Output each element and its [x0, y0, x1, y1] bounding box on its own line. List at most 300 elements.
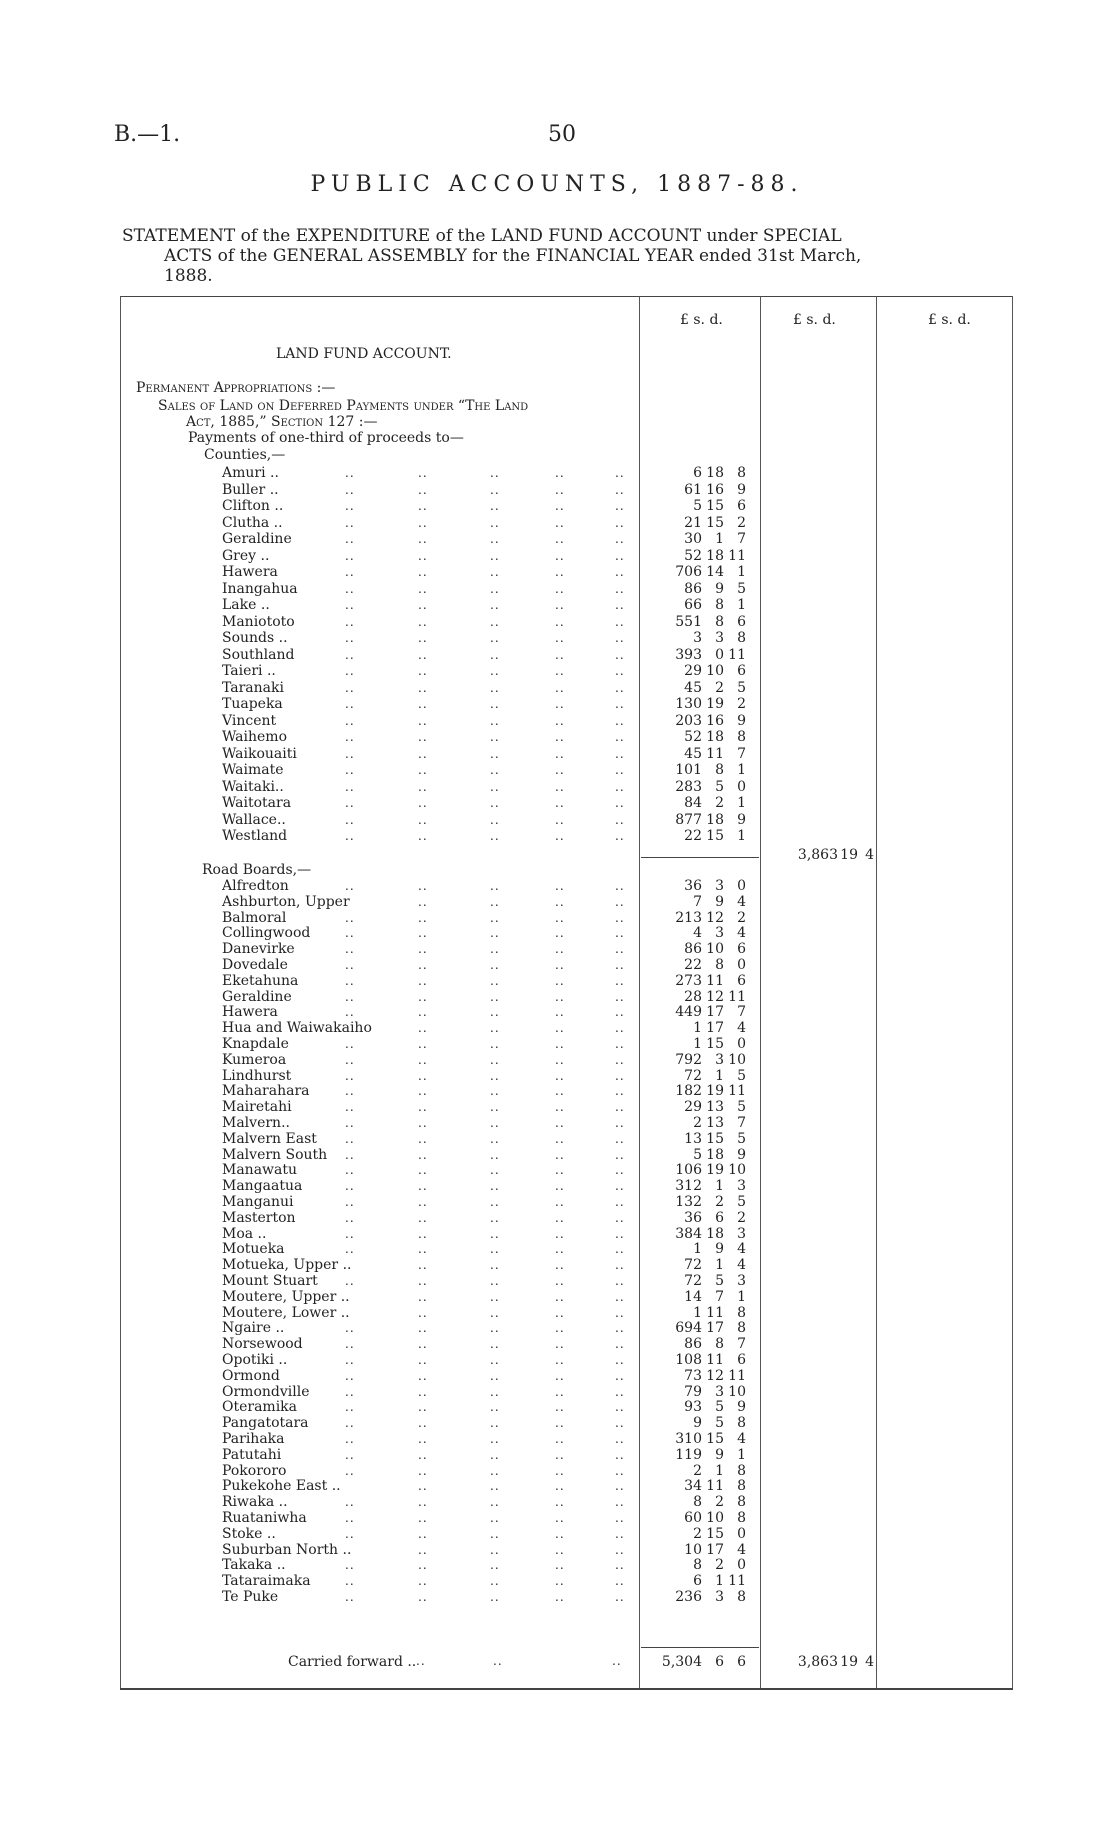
amount-pounds: 28	[684, 988, 702, 1005]
leader-dots: ..	[418, 1558, 428, 1573]
amount-shillings: 2	[715, 1194, 724, 1210]
leader-dots: ..	[345, 1558, 355, 1573]
leader-dots: ..	[490, 779, 500, 794]
leader-dots: ..	[418, 1005, 428, 1020]
leader-dots: ..	[555, 1005, 565, 1020]
leader-dots: ..	[615, 466, 625, 480]
amount-pence: 6	[737, 1352, 746, 1368]
amount-pounds: 45	[684, 679, 702, 696]
leader-dots: ..	[555, 548, 565, 563]
leader-dots: ..	[555, 1432, 565, 1446]
leader-dots: ..	[490, 614, 500, 629]
amount-pence: 6	[737, 498, 746, 514]
amount-pence: 8	[737, 465, 746, 481]
leader-dots: ..	[418, 499, 428, 513]
amount-pence: 8	[737, 630, 746, 646]
amount-pounds: 10	[684, 1541, 702, 1558]
leader-dots: ..	[416, 1654, 426, 1668]
leader-dots: ..	[490, 1432, 500, 1446]
row-name: Inangahua	[222, 580, 298, 597]
leader-dots: ..	[490, 1005, 500, 1020]
row-name: Masterton	[222, 1209, 296, 1226]
amount-pounds: 213	[675, 909, 702, 926]
leader-dots: ..	[345, 1590, 355, 1604]
leader-dots: ..	[555, 1511, 565, 1525]
amount-shillings: 8	[715, 1336, 724, 1353]
amount-pence: 7	[737, 531, 746, 547]
leader-dots: ..	[490, 1163, 500, 1178]
row-name: Waihemo	[222, 729, 288, 745]
leader-dots: ..	[345, 598, 355, 612]
amount-shillings: 2	[715, 1494, 724, 1511]
amount-pounds: 86	[684, 941, 702, 958]
row-name: Grey ..	[222, 547, 270, 564]
leader-dots: ..	[345, 1210, 355, 1225]
leader-dots: ..	[345, 1195, 355, 1209]
amount-pounds: 449	[675, 1004, 702, 1021]
leader-dots: ..	[418, 1590, 428, 1604]
amount-pence: 4	[737, 1241, 746, 1258]
leader-dots: ..	[615, 1495, 625, 1510]
leader-dots: ..	[615, 1368, 625, 1383]
subtotal-rule	[641, 857, 759, 858]
leader-dots: ..	[615, 581, 625, 596]
leader-dots: ..	[615, 614, 625, 629]
leader-dots: ..	[418, 1542, 428, 1557]
subtotal-rule	[641, 1647, 759, 1648]
leader-dots: ..	[615, 796, 625, 810]
amount-shillings: 9	[715, 580, 724, 597]
leader-dots: ..	[555, 1526, 565, 1541]
leader-dots: ..	[490, 926, 500, 941]
amount-pounds: 1	[693, 1020, 702, 1037]
amount-pounds: 119	[675, 1446, 702, 1463]
amount-pence: 9	[737, 481, 746, 498]
leader-dots: ..	[418, 1274, 428, 1288]
amount-shillings: 19	[706, 696, 724, 712]
leader-dots: ..	[345, 581, 355, 596]
leader-dots: ..	[555, 614, 565, 629]
leader-dots: ..	[345, 796, 355, 810]
amount-pence: 0	[737, 1557, 746, 1574]
amount-shillings: 18	[706, 465, 724, 481]
amount-pounds: 9	[693, 1415, 702, 1432]
amount-pounds: 130	[675, 696, 702, 712]
leader-dots: ..	[418, 989, 428, 1004]
amount-pounds: 5	[693, 498, 702, 514]
amount-shillings: 3	[715, 878, 724, 894]
leader-dots: ..	[555, 973, 565, 988]
amount-shillings: 8	[715, 613, 724, 630]
column-header-1: £ s. d.	[680, 312, 723, 328]
leader-dots: ..	[345, 1242, 355, 1257]
column-divider	[1012, 296, 1013, 1688]
leader-dots: ..	[418, 1100, 428, 1115]
table-top-rule	[120, 296, 1013, 297]
amount-shillings: 19	[706, 1083, 724, 1100]
row-name: Waitotara	[222, 795, 292, 811]
leader-dots: ..	[490, 680, 500, 695]
amount-pence: 5	[737, 580, 746, 597]
leader-dots: ..	[615, 631, 625, 645]
amount-pounds: 36	[684, 878, 702, 894]
leader-dots: ..	[615, 1021, 625, 1036]
amount-pence: 11	[728, 1573, 746, 1590]
leader-dots: ..	[612, 1654, 622, 1668]
amount-pence: 1	[737, 1446, 746, 1463]
amount-shillings: 3	[715, 925, 724, 942]
amount-shillings: 16	[706, 481, 724, 498]
amount-shillings: 12	[706, 1367, 724, 1384]
amount-pounds: 312	[675, 1178, 702, 1195]
amount-shillings: 18	[706, 1146, 724, 1163]
leader-dots: ..	[615, 647, 625, 662]
row-name: Dovedale	[222, 957, 288, 973]
amount-pence: 6	[737, 941, 746, 958]
leader-dots: ..	[615, 1463, 625, 1478]
leader-dots: ..	[490, 1447, 500, 1462]
leader-dots: ..	[345, 1574, 355, 1589]
leader-dots: ..	[555, 989, 565, 1004]
leader-dots: ..	[615, 1526, 625, 1541]
row-name: Manawatu	[222, 1162, 298, 1179]
amount-pounds: 1	[693, 1304, 702, 1321]
leader-dots: ..	[555, 1495, 565, 1510]
leader-dots: ..	[555, 1337, 565, 1352]
carried-forward-col1-shillings: 6	[715, 1654, 724, 1670]
leader-dots: ..	[555, 1163, 565, 1178]
amount-shillings: 6	[715, 1209, 724, 1226]
amount-shillings: 12	[706, 988, 724, 1005]
leader-dots: ..	[418, 1084, 428, 1099]
leader-dots: ..	[555, 1274, 565, 1288]
amount-pence: 8	[737, 1304, 746, 1321]
leader-dots: ..	[418, 1574, 428, 1589]
leader-dots: ..	[490, 647, 500, 662]
leader-dots: ..	[490, 664, 500, 678]
amount-pence: 8	[737, 1510, 746, 1526]
leader-dots: ..	[555, 958, 565, 972]
amount-pence: 9	[737, 712, 746, 729]
amount-shillings: 17	[706, 1004, 724, 1021]
leader-dots: ..	[615, 1195, 625, 1209]
leader-dots: ..	[345, 515, 355, 530]
carried-forward-col1-pounds: 5,304	[661, 1654, 702, 1670]
amount-pounds: 60	[684, 1510, 702, 1526]
leader-dots: ..	[345, 1163, 355, 1178]
row-name: Collingwood	[222, 925, 311, 942]
leader-dots: ..	[555, 730, 565, 744]
leader-dots: ..	[418, 1258, 428, 1273]
sales-label: Sales of Land on Deferred Payments under “The Land	[158, 398, 529, 414]
amount-pounds: 6	[693, 465, 702, 481]
leader-dots: ..	[490, 989, 500, 1004]
amount-pence: 11	[728, 1367, 746, 1384]
amount-shillings: 2	[715, 1557, 724, 1574]
amount-pence: 8	[737, 1462, 746, 1479]
leader-dots: ..	[345, 482, 355, 497]
leader-dots: ..	[555, 926, 565, 941]
leader-dots: ..	[555, 829, 565, 843]
amount-pence: 7	[737, 1115, 746, 1131]
amount-pence: 1	[737, 828, 746, 844]
leader-dots: ..	[555, 1068, 565, 1083]
leader-dots: ..	[418, 614, 428, 629]
leader-dots: ..	[490, 1321, 500, 1336]
row-name: Malvern..	[222, 1115, 290, 1131]
amount-shillings: 0	[715, 646, 724, 663]
amount-pence: 4	[737, 1431, 746, 1447]
leader-dots: ..	[615, 499, 625, 513]
row-name: Ormond	[222, 1367, 280, 1384]
leader-dots: ..	[555, 466, 565, 480]
leader-dots: ..	[615, 1242, 625, 1257]
leader-dots: ..	[418, 1226, 428, 1241]
row-name: Tataraimaka	[222, 1573, 311, 1590]
amount-pence: 10	[728, 1051, 746, 1068]
row-name: Moutere, Upper ..	[222, 1288, 350, 1305]
amount-shillings: 15	[706, 498, 724, 514]
leader-dots: ..	[418, 812, 428, 827]
amount-shillings: 11	[706, 1304, 724, 1321]
row-name: Lake ..	[222, 597, 270, 613]
leader-dots: ..	[490, 598, 500, 612]
leader-dots: ..	[345, 1116, 355, 1130]
leader-dots: ..	[490, 697, 500, 711]
leader-dots: ..	[418, 1353, 428, 1367]
leader-dots: ..	[490, 973, 500, 988]
row-name: Te Puke	[222, 1589, 279, 1605]
leader-dots: ..	[345, 697, 355, 711]
amount-shillings: 15	[706, 828, 724, 844]
leader-dots: ..	[615, 973, 625, 988]
amount-pounds: 5	[693, 1146, 702, 1163]
amount-shillings: 1	[715, 1573, 724, 1590]
amount-pence: 6	[737, 663, 746, 679]
leader-dots: ..	[345, 1068, 355, 1083]
amount-shillings: 5	[715, 1415, 724, 1432]
amount-pence: 0	[737, 878, 746, 894]
amount-shillings: 1	[715, 531, 724, 547]
row-name: Ashburton, Upper	[222, 893, 350, 910]
row-name: Wallace..	[222, 811, 286, 828]
amount-pounds: 7	[693, 893, 702, 910]
leader-dots: ..	[555, 1210, 565, 1225]
amount-shillings: 15	[706, 1525, 724, 1542]
leader-dots: ..	[555, 1242, 565, 1257]
row-name: Takaka ..	[222, 1557, 286, 1574]
amount-pounds: 21	[684, 514, 702, 531]
amount-pence: 0	[737, 957, 746, 973]
row-name: Moa ..	[222, 1225, 267, 1242]
leader-dots: ..	[418, 548, 428, 563]
amount-pence: 8	[737, 1494, 746, 1511]
amount-shillings: 3	[715, 1589, 724, 1605]
leader-dots: ..	[345, 879, 355, 893]
row-name: Hawera	[222, 1004, 278, 1021]
leader-dots: ..	[418, 466, 428, 480]
leader-dots: ..	[490, 1384, 500, 1399]
leader-dots: ..	[555, 1131, 565, 1146]
leader-dots: ..	[555, 647, 565, 662]
amount-pounds: 8	[693, 1557, 702, 1574]
leader-dots: ..	[345, 1526, 355, 1541]
leader-dots: ..	[418, 796, 428, 810]
document-reference: B.—1.	[114, 122, 181, 147]
leader-dots: ..	[345, 1179, 355, 1194]
leader-dots: ..	[490, 1037, 500, 1051]
amount-shillings: 11	[706, 745, 724, 762]
leader-dots: ..	[490, 1147, 500, 1162]
row-name: Waikouaiti	[222, 745, 297, 762]
leader-dots: ..	[555, 779, 565, 794]
row-name: Moutere, Lower ..	[222, 1304, 350, 1321]
leader-dots: ..	[418, 1495, 428, 1510]
row-name: Amuri ..	[222, 465, 279, 481]
leader-dots: ..	[555, 796, 565, 810]
row-name: Malvern East	[222, 1130, 317, 1147]
leader-dots: ..	[555, 1147, 565, 1162]
leader-dots: ..	[418, 1052, 428, 1067]
amount-pounds: 6	[693, 1573, 702, 1590]
page-title: PUBLIC ACCOUNTS, 1887-88.	[310, 172, 804, 197]
row-name: Suburban North ..	[222, 1541, 352, 1558]
amount-pence: 11	[728, 1083, 746, 1100]
leader-dots: ..	[493, 1654, 503, 1668]
counties-label: Counties,—	[204, 447, 286, 463]
leader-dots: ..	[345, 1274, 355, 1288]
leader-dots: ..	[490, 1289, 500, 1304]
leader-dots: ..	[418, 713, 428, 728]
leader-dots: ..	[418, 942, 428, 957]
amount-shillings: 10	[706, 941, 724, 958]
leader-dots: ..	[615, 879, 625, 893]
row-name: Taranaki	[222, 679, 284, 696]
leader-dots: ..	[345, 926, 355, 941]
leader-dots: ..	[490, 1116, 500, 1130]
row-name: Maniototo	[222, 613, 295, 630]
leader-dots: ..	[555, 680, 565, 695]
amount-shillings: 18	[706, 1225, 724, 1242]
leader-dots: ..	[615, 1384, 625, 1399]
leader-dots: ..	[418, 1163, 428, 1178]
amount-shillings: 8	[715, 762, 724, 778]
leader-dots: ..	[490, 1416, 500, 1431]
amount-pounds: 4	[693, 925, 702, 942]
amount-pence: 4	[737, 1020, 746, 1037]
leader-dots: ..	[490, 515, 500, 530]
leader-dots: ..	[345, 1226, 355, 1241]
row-name: Danevirke	[222, 941, 295, 958]
row-name: Parihaka	[222, 1431, 285, 1447]
leader-dots: ..	[555, 763, 565, 777]
amount-shillings: 11	[706, 1478, 724, 1495]
leader-dots: ..	[345, 1384, 355, 1399]
leader-dots: ..	[490, 713, 500, 728]
row-name: Knapdale	[222, 1036, 289, 1052]
amount-pounds: 14	[684, 1288, 702, 1305]
leader-dots: ..	[418, 1511, 428, 1525]
leader-dots: ..	[615, 1147, 625, 1162]
leader-dots: ..	[345, 779, 355, 794]
leader-dots: ..	[345, 812, 355, 827]
amount-shillings: 1	[715, 1178, 724, 1195]
amount-pence: 5	[737, 1099, 746, 1116]
amount-pounds: 106	[675, 1162, 702, 1179]
leader-dots: ..	[345, 1084, 355, 1099]
leader-dots: ..	[490, 942, 500, 957]
amount-pounds: 132	[675, 1194, 702, 1210]
leader-dots: ..	[555, 713, 565, 728]
amount-pence: 9	[737, 1146, 746, 1163]
amount-pounds: 1	[693, 1241, 702, 1258]
leader-dots: ..	[345, 1037, 355, 1051]
amount-pence: 11	[728, 988, 746, 1005]
amount-pounds: 86	[684, 1336, 702, 1353]
leader-dots: ..	[490, 565, 500, 579]
row-name: Southland	[222, 646, 295, 663]
leader-dots: ..	[615, 1305, 625, 1320]
leader-dots: ..	[418, 1037, 428, 1051]
leader-dots: ..	[615, 779, 625, 794]
leader-dots: ..	[555, 482, 565, 497]
amount-pounds: 182	[675, 1083, 702, 1100]
row-name: Mount Stuart	[222, 1273, 318, 1289]
amount-pence: 0	[737, 1036, 746, 1052]
amount-pounds: 3	[693, 630, 702, 646]
amount-pounds: 706	[675, 564, 702, 580]
amount-pence: 4	[737, 925, 746, 942]
amount-pounds: 72	[684, 1257, 702, 1274]
leader-dots: ..	[615, 1447, 625, 1462]
leader-dots: ..	[615, 1542, 625, 1557]
leader-dots: ..	[345, 1495, 355, 1510]
leader-dots: ..	[345, 1447, 355, 1462]
amount-shillings: 15	[706, 1036, 724, 1052]
row-name: Patutahi	[222, 1446, 282, 1463]
amount-pounds: 52	[684, 547, 702, 564]
amount-pounds: 22	[684, 957, 702, 973]
amount-shillings: 15	[706, 1431, 724, 1447]
leader-dots: ..	[418, 1021, 428, 1036]
leader-dots: ..	[615, 926, 625, 941]
amount-pounds: 93	[684, 1399, 702, 1416]
leader-dots: ..	[555, 1100, 565, 1115]
leader-dots: ..	[345, 1511, 355, 1525]
leader-dots: ..	[615, 1574, 625, 1589]
leader-dots: ..	[490, 466, 500, 480]
carried-forward-col2-pence: 4	[865, 1654, 874, 1670]
leader-dots: ..	[345, 1400, 355, 1415]
carried-forward-col2-shillings: 19	[840, 1654, 858, 1670]
leader-dots: ..	[418, 973, 428, 988]
leader-dots: ..	[418, 598, 428, 612]
amount-pounds: 45	[684, 745, 702, 762]
amount-pounds: 73	[684, 1367, 702, 1384]
leader-dots: ..	[490, 532, 500, 546]
amount-shillings: 2	[715, 795, 724, 811]
amount-pence: 5	[737, 1194, 746, 1210]
leader-dots: ..	[345, 1416, 355, 1431]
leader-dots: ..	[345, 989, 355, 1004]
amount-pence: 2	[737, 514, 746, 531]
leader-dots: ..	[418, 515, 428, 530]
leader-dots: ..	[490, 581, 500, 596]
leader-dots: ..	[555, 1590, 565, 1604]
leader-dots: ..	[490, 1258, 500, 1273]
amount-shillings: 12	[706, 909, 724, 926]
leader-dots: ..	[490, 1274, 500, 1288]
